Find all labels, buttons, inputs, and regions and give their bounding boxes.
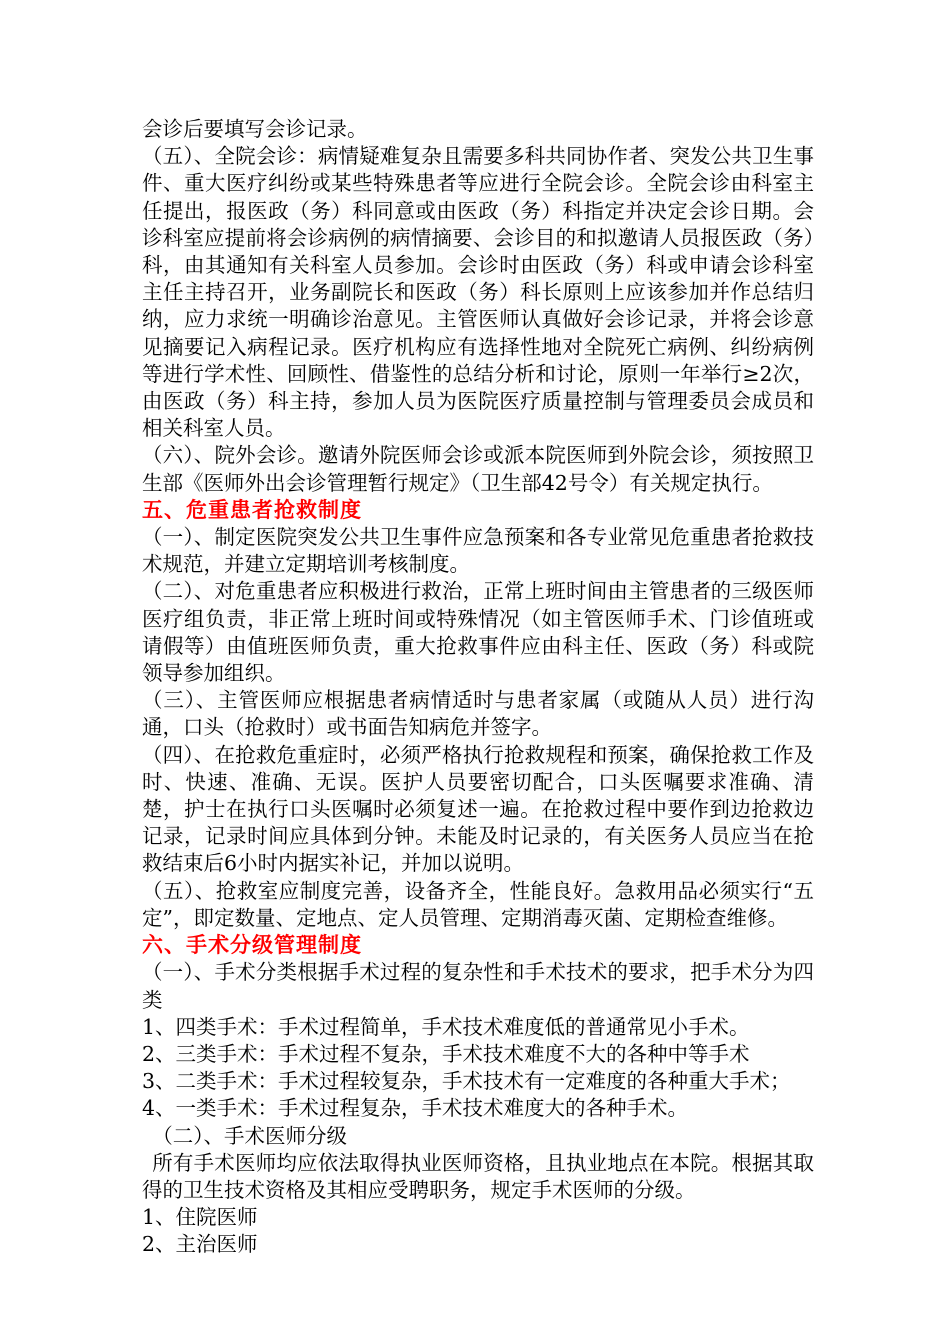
paragraph-consult-record: 会诊后要填写会诊记录。 [142, 117, 368, 141]
list-item-class-2: 3、二类手术：手术过程较复杂，手术技术有一定难度的各种重大手术； [142, 1069, 791, 1094]
paragraph-surgeon-grading-heading: （二）、手术医师分级 [152, 1123, 347, 1148]
list-item-class-3: 2、三类手术：手术过程不复杂，手术技术难度不大的各种中等手术 [142, 1041, 750, 1066]
list-item-class-4: 1、四类手术：手术过程简单，手术技术难度低的普通常见小手术。 [142, 1014, 750, 1039]
paragraph-rescue-3: （三）、主管医师应根据患者病情适时与患者家属（或随从人员）进行沟通，口头（抢救时）或书面告知病危并签字。 [142, 688, 814, 740]
paragraph-rescue-2: （二）、对危重患者应积极进行救治，正常上班时间由主管患者的三级医师医疗组负责，非正常上班时间或特殊情况（如主管医师手术、门诊值班或请假等）由值班医师负责，重大抢救事件应由科主任、医政（务）科或院领导参加组织。 [142, 579, 814, 686]
paragraph-surgeon-qualification: 所有手术医师均应依法取得执业医师资格，且执业地点在本院。根据其取得的卫生技术资格及其相应受聘职务，规定手术医师的分级。 [142, 1150, 814, 1202]
paragraph-surgery-classification: （一）、手术分类根据手术过程的复杂性和手术技术的要求，把手术分为四类 [142, 960, 814, 1012]
section-heading-critical-rescue: 五、危重患者抢救制度 [142, 497, 362, 522]
paragraph-hospital-consultation: （五）、全院会诊：病情疑难复杂且需要多科共同协作者、突发公共卫生事件、重大医疗纠纷或某些特殊患者等应进行全院会诊。全院会诊由科室主任提出，报医政（务）科同意或由医政（务）科指定并决定会诊日期。会诊科室应提前将会诊病例的病情摘要、会诊目的和拟邀请人员报医政（务）科，由其通知有关科室人员参加。会诊时由医政（务）科或申请会诊科室主任主持召开，业务副院长和医政（务）科长原则上应该参加并作总结归纳，应力求统一明确诊治意见。主管医师认真做好会诊记录，并将会诊意见摘要记入病程记录。医疗机构应有选择性地对全院死亡病例、纠纷病例等进行学术性、回顾性、借鉴性的总结分析和讨论，原则一年举行≥2次，由医政（务）科主持，参加人员为医院医疗质量控制与管理委员会成员和相关科室人员。 [142, 144, 814, 441]
document-body [142, 116, 814, 1259]
paragraph-rescue-1: （一）、制定医院突发公共卫生事件应急预案和各专业常见危重患者抢救技术规范，并建立定期培训考核制度。 [142, 525, 814, 577]
list-item-class-1: 4、一类手术：手术过程复杂，手术技术难度大的各种手术。 [142, 1096, 689, 1121]
list-item-attending: 2、主治医师 [142, 1232, 258, 1257]
paragraph-rescue-4: （四）、在抢救危重症时，必须严格执行抢救规程和预案，确保抢救工作及时、快速、准确、无误。医护人员要密切配合，口头医嘱要求准确、清楚，护士在执行口头医嘱时必须复述一遍。在抢救过程中要作到边抢救边记录，记录时间应具体到分钟。未能及时记录的，有关医务人员应当在抢救结束后6小时内据实补记，并加以说明。 [142, 742, 814, 876]
list-item-resident: 1、住院医师 [142, 1205, 258, 1230]
section-heading-surgery-grading: 六、手术分级管理制度 [142, 933, 362, 958]
paragraph-rescue-5: （五）、抢救室应制度完善，设备齐全，性能良好。急救用品必须实行“五定”，即定数量、定地点、定人员管理、定期消毒灭菌、定期检查维修。 [142, 878, 814, 930]
paragraph-external-consultation: （六）、院外会诊。邀请外院医师会诊或派本院医师到外院会诊，须按照卫生部《医师外出会诊管理暂行规定》（卫生部42号令）有关规定执行。 [142, 443, 814, 495]
